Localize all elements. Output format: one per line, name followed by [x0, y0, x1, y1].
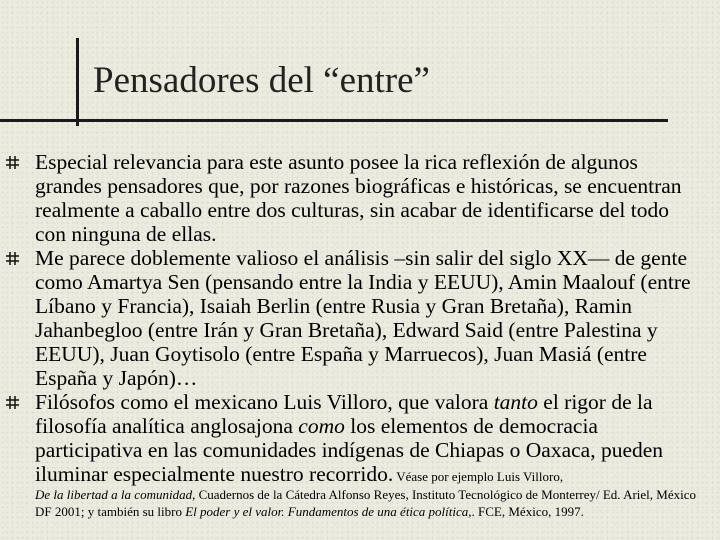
bullet-item [0, 390, 705, 520]
bullet-item [0, 246, 705, 390]
hash-bullet-icon [6, 396, 19, 409]
title-horizontal-rule [0, 119, 668, 122]
reference-text: ,. FCE, México, 1997. [468, 504, 584, 519]
book-title: El poder y el valor. Fundamentos de una ética política [185, 504, 469, 519]
reference-intro: Véase por ejemplo Luis Villoro, [393, 469, 564, 484]
bullet-text-segment: el rigor de la filosofía analítica anglosajona [35, 390, 653, 438]
bullet-text [35, 390, 705, 486]
bullet-text-segment: los elementos de democracia participativa en las comunidades indígenas de Chiapas o Oaxaca, pueden iluminar especialmente nuestro recorrido. [35, 414, 664, 486]
emphasis-tanto: tanto [493, 390, 538, 414]
reference-text: , Cuadernos de la Cátedra Alfonso Reyes, Instituto Tecnológico de Monterrey/ Ed. Ariel, México DF 2001; y también su libro [35, 487, 697, 519]
hash-bullet-icon [6, 156, 19, 169]
bullet-text-segment: Filósofos como el mexicano Luis Villoro, que valora [35, 390, 494, 414]
title-vertical-rule [76, 38, 79, 126]
book-title: De la libertad a la comunidad [35, 487, 193, 502]
slide-body [0, 150, 720, 520]
slide-title: Pensadores del “entre” [93, 60, 430, 101]
emphasis-como: como [298, 414, 345, 438]
bullet-text: Me parece doblemente valioso el análisis –sin salir del siglo XX— de gente como Amartya Sen (pensando entre la India y EEUU), Amin Maalouf (entre Líbano y Francia), Isaiah Berlin (entre Rusia y Gran Bretaña), Ramin Jahanbegloo (entre Irán y Gran Bretaña), Edward Said (entre Palestina y EEUU), Juan Goytisolo (entre España y Marruecos), Juan Masiá (entre España y Japón)… [35, 246, 691, 390]
bullet-item [0, 150, 705, 246]
bibliographic-reference [35, 486, 705, 520]
bullet-text: Especial relevancia para este asunto posee la rica reflexión de algunos grandes pensadores que, por razones biográficas e históricas, se encuentran realmente a caballo entre dos culturas, sin acabar de identificarse del todo con ninguna de ellas. [35, 150, 682, 246]
hash-bullet-icon [6, 252, 19, 265]
